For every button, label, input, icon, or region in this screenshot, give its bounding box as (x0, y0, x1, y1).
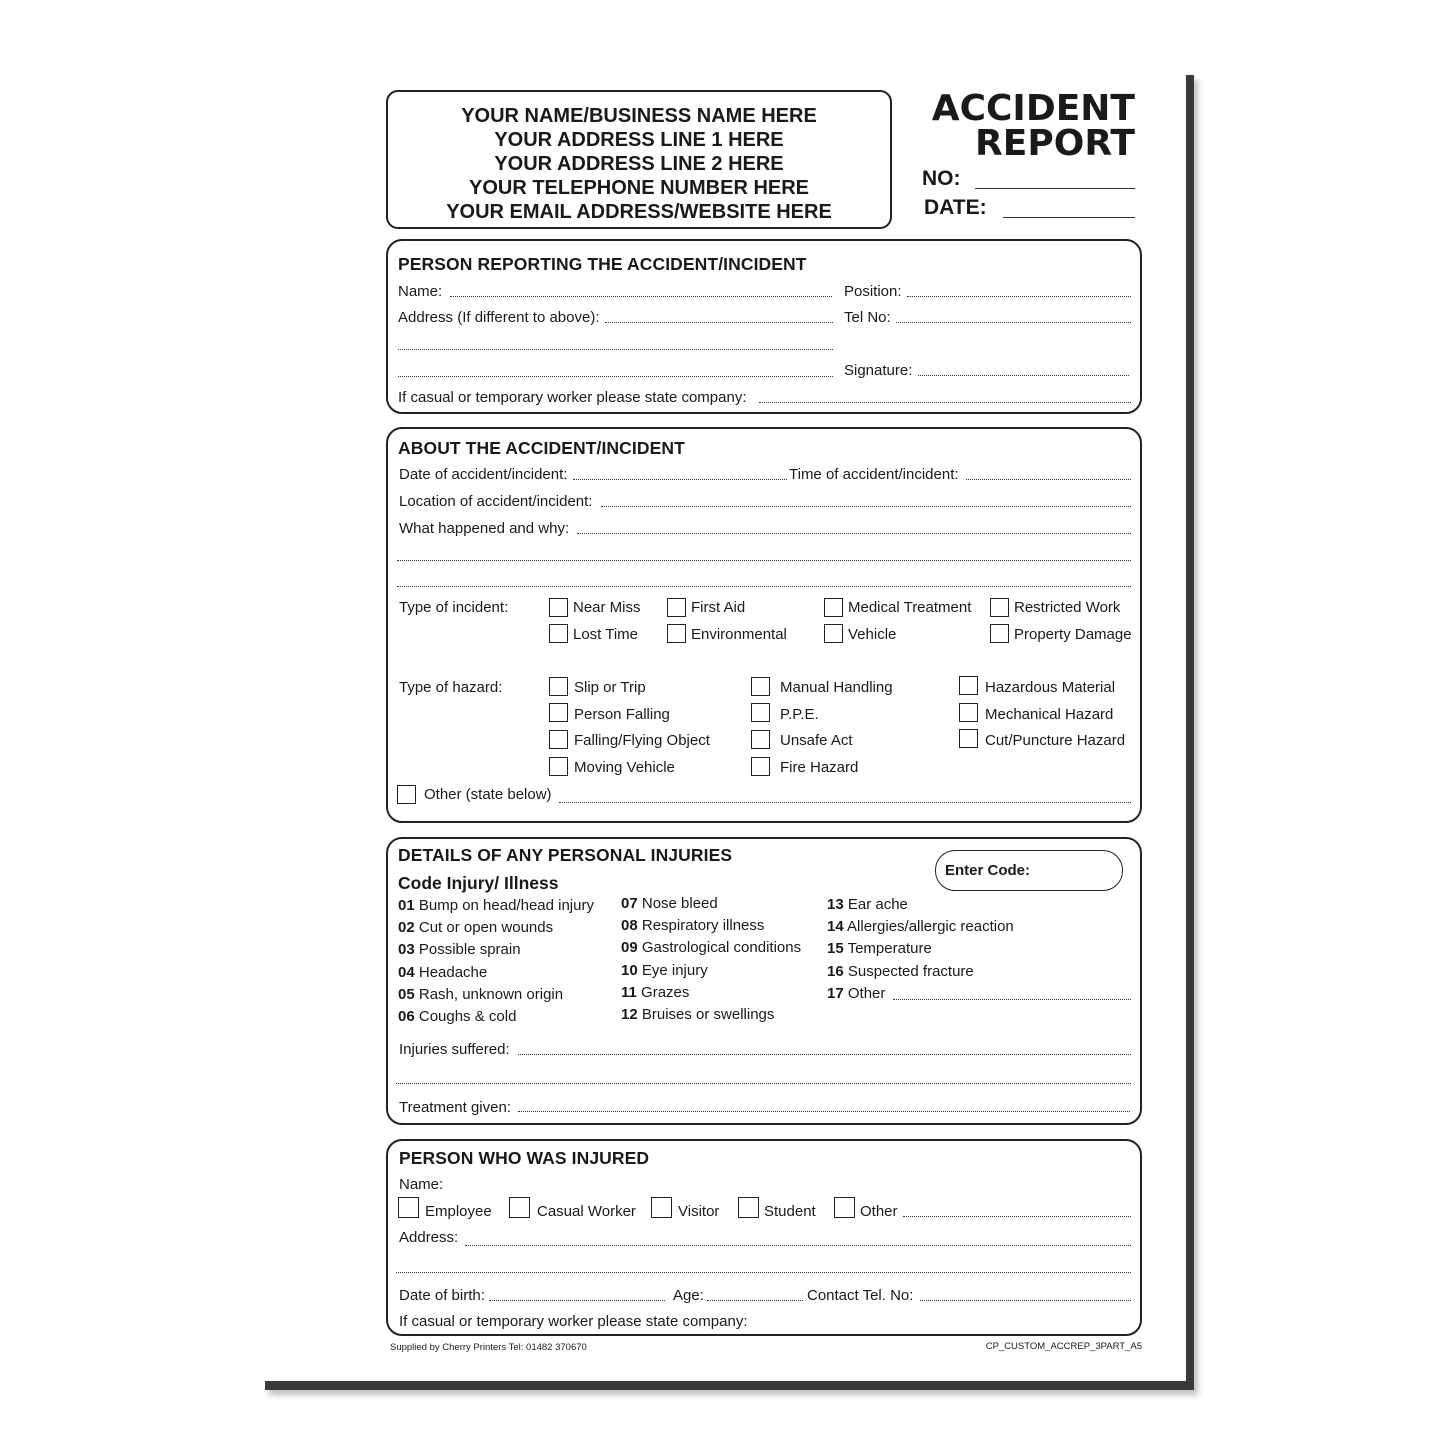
accident-location-field[interactable] (601, 506, 1131, 507)
injury-code-number: 05 (398, 985, 415, 1003)
injury-code-number: 16 (827, 962, 844, 980)
injuries-heading: DETAILS OF ANY PERSONAL INJURIES (398, 845, 733, 865)
hazardous-material-label: Hazardous Material (985, 679, 1116, 696)
cut-puncture-checkbox[interactable] (959, 729, 978, 748)
injury-code-description: Other (843, 984, 886, 1002)
reporter-address-field[interactable] (605, 322, 833, 323)
reporter-address-line-2[interactable] (398, 349, 833, 350)
injury-code-number: 13 (827, 896, 844, 913)
injury-code-item (621, 939, 801, 956)
property-damage-label: Property Damage (1014, 626, 1132, 643)
first-aid-checkbox[interactable] (667, 598, 686, 617)
injury-code-description: Possible sprain (414, 941, 521, 959)
code-injury-heading: Code Injury/ Illness (398, 873, 559, 893)
reporter-tel-label: Tel No: (844, 309, 891, 326)
injured-address-label: Address: (399, 1229, 459, 1246)
supplier-footer: Supplied by Cherry Printers Tel: 01482 370670 (390, 1342, 587, 1353)
reporter-name-field[interactable] (450, 296, 832, 297)
injury-code-number: 03 (398, 941, 415, 959)
injury-code-description: Allergies/allergic reaction (843, 918, 1014, 936)
near-miss-checkbox[interactable] (549, 598, 568, 617)
business-name: YOUR NAME/BUSINESS NAME HERE (461, 105, 817, 127)
injury-code-item (621, 917, 764, 934)
fire-hazard-checkbox[interactable] (751, 757, 770, 776)
treatment-given-field[interactable] (518, 1111, 1130, 1112)
moving-vehicle-label: Moving Vehicle (574, 759, 675, 776)
injury-code-number: 08 (621, 917, 638, 935)
other-hazard-checkbox[interactable] (397, 785, 416, 804)
injury-code-item (827, 940, 932, 957)
fire-hazard-label: Fire Hazard (780, 759, 859, 776)
age-field[interactable] (707, 1300, 803, 1301)
report-date-label: DATE: (924, 196, 987, 219)
falling-object-checkbox[interactable] (549, 730, 568, 749)
injury-code-number: 09 (621, 939, 638, 957)
reporter-casual-field[interactable] (759, 402, 1131, 403)
injury-code-description: Nose bleed (637, 895, 718, 912)
reporter-signature-field[interactable] (918, 375, 1129, 376)
unsafe-act-checkbox[interactable] (751, 730, 770, 749)
title-accident: ACCIDENT (931, 88, 1135, 129)
other-type-field[interactable] (903, 1216, 1131, 1217)
report-no-field[interactable] (975, 188, 1135, 189)
injury-code-item (827, 896, 908, 913)
form-code-footer: CP_CUSTOM_ACCREP_3PART_A5 (985, 1341, 1142, 1352)
report-no-label: NO: (922, 167, 961, 190)
injured-name-label: Name: (399, 1176, 444, 1193)
injury-code-description: Suspected fracture (843, 962, 974, 980)
unsafe-act-label: Unsafe Act (780, 732, 853, 749)
casual-worker-checkbox[interactable] (509, 1197, 530, 1218)
injured-heading: PERSON WHO WAS INJURED (399, 1148, 650, 1168)
injuries-suffered-line-2[interactable] (396, 1083, 1131, 1084)
business-address-1: YOUR ADDRESS LINE 1 HERE (494, 129, 784, 151)
injury-code-description: Coughs & cold (414, 1008, 517, 1025)
enter-code-box[interactable] (935, 850, 1123, 891)
injury-code-number: 06 (398, 1008, 415, 1025)
injured-address-field[interactable] (465, 1245, 1131, 1246)
injury-code-description: Headache (414, 963, 488, 981)
reporter-heading: PERSON REPORTING THE ACCIDENT/INCIDENT (398, 254, 807, 274)
injury-code-item (827, 963, 974, 980)
lost-time-label: Lost Time (573, 626, 639, 643)
injury-code-item (621, 984, 689, 1001)
other-type-checkbox[interactable] (834, 1197, 855, 1218)
business-email: YOUR EMAIL ADDRESS/WEBSITE HERE (446, 201, 832, 223)
injury-code-number: 17 (827, 984, 844, 1002)
contact-field[interactable] (920, 1300, 1131, 1301)
injury-code-item (398, 919, 553, 936)
first-aid-label: First Aid (691, 599, 746, 616)
accident-what-line-3[interactable] (397, 586, 1131, 587)
manual-handling-checkbox[interactable] (751, 677, 770, 696)
age-label: Age: (673, 1287, 704, 1304)
falling-object-label: Falling/Flying Object (574, 732, 710, 749)
near-miss-label: Near Miss (573, 599, 641, 616)
accident-what-field[interactable] (577, 533, 1131, 534)
casual-worker-label: Casual Worker (537, 1203, 636, 1220)
ppe-label: P.P.E. (780, 706, 819, 723)
title-report: REPORT (975, 123, 1135, 164)
environmental-checkbox[interactable] (667, 624, 686, 643)
injured-casual-label: If casual or temporary worker please state company: (399, 1313, 748, 1330)
other-code-field[interactable] (893, 999, 1131, 1000)
environmental-label: Environmental (691, 626, 787, 643)
injury-code-description: Eye injury (637, 961, 708, 979)
employee-label: Employee (425, 1203, 492, 1220)
employee-checkbox[interactable] (398, 1197, 419, 1218)
injury-code-item (621, 962, 708, 979)
reporter-tel-field[interactable] (896, 322, 1131, 323)
injury-code-number: 10 (621, 961, 638, 979)
injury-code-description: Ear ache (843, 896, 908, 913)
moving-vehicle-checkbox[interactable] (549, 757, 568, 776)
accident-time-label: Time of accident/incident: (789, 466, 959, 483)
restricted-work-label: Restricted Work (1014, 599, 1121, 616)
visitor-label: Visitor (678, 1203, 720, 1220)
business-telephone: YOUR TELEPHONE NUMBER HERE (468, 177, 810, 199)
injury-code-item (398, 941, 521, 958)
mechanical-hazard-checkbox[interactable] (959, 703, 978, 722)
injury-code-item (621, 1006, 774, 1023)
mechanical-hazard-label: Mechanical Hazard (985, 706, 1114, 723)
injury-code-number: 01 (398, 897, 415, 914)
other-type-label: Other (860, 1203, 898, 1220)
injury-code-number: 07 (621, 895, 638, 912)
injury-code-item (398, 964, 487, 981)
hazardous-material-checkbox[interactable] (959, 676, 978, 695)
accident-date-label: Date of accident/incident: (399, 466, 568, 483)
person-falling-label: Person Falling (574, 706, 670, 723)
student-checkbox[interactable] (738, 1197, 759, 1218)
accident-heading: ABOUT THE ACCIDENT/INCIDENT (398, 438, 685, 458)
ppe-checkbox[interactable] (751, 703, 770, 722)
injury-code-item (398, 897, 594, 914)
injury-code-description: Rash, unknown origin (414, 985, 564, 1003)
injury-code-item (827, 918, 1014, 935)
injury-code-number: 15 (827, 940, 844, 958)
lost-time-checkbox[interactable] (549, 624, 568, 643)
person-falling-checkbox[interactable] (549, 703, 568, 722)
business-box (386, 90, 892, 229)
injury-code-item (398, 986, 563, 1003)
dob-field[interactable] (489, 1300, 665, 1301)
dob-label: Date of birth: (399, 1287, 485, 1304)
reporter-casual-label: If casual or temporary worker please state company: (398, 389, 747, 406)
restricted-work-checkbox[interactable] (990, 598, 1009, 617)
hazard-type-label: Type of hazard: (399, 679, 503, 696)
business-address-2: YOUR ADDRESS LINE 2 HERE (494, 153, 784, 175)
slip-trip-label: Slip or Trip (574, 679, 646, 696)
injury-code-description: Temperature (843, 940, 932, 958)
slip-trip-checkbox[interactable] (549, 677, 568, 696)
reporter-address-line-3[interactable] (398, 376, 833, 377)
injured-address-line-2[interactable] (396, 1272, 1131, 1273)
injury-code-number: 04 (398, 963, 415, 981)
report-date-field[interactable] (1003, 217, 1135, 218)
reporter-name-label: Name: (398, 283, 443, 300)
injury-code-item (827, 985, 885, 1002)
accident-location-label: Location of accident/incident: (399, 493, 593, 510)
reporter-signature-label: Signature: (844, 362, 913, 379)
cut-puncture-label: Cut/Puncture Hazard (985, 732, 1126, 749)
property-damage-checkbox[interactable] (990, 624, 1009, 643)
reporter-position-label: Position: (844, 283, 902, 300)
injury-code-description: Grazes (636, 983, 690, 1001)
student-label: Student (764, 1203, 816, 1220)
contact-label: Contact Tel. No: (807, 1287, 914, 1304)
incident-type-label: Type of incident: (399, 599, 509, 616)
injury-code-item (398, 1008, 516, 1025)
injury-code-number: 14 (827, 918, 844, 936)
reporter-position-field[interactable] (907, 296, 1131, 297)
injury-code-number: 02 (398, 919, 415, 937)
other-hazard-label: Other (state below) (424, 786, 552, 803)
injury-code-description: Bump on head/head injury (414, 897, 594, 914)
other-hazard-field[interactable] (559, 802, 1131, 803)
reporter-address-label: Address (If different to above): (398, 309, 600, 326)
enter-code-label: Enter Code: (945, 862, 1031, 879)
accident-what-label: What happened and why: (399, 520, 570, 537)
accident-date-field[interactable] (573, 479, 787, 480)
injury-code-description: Gastrological conditions (637, 939, 802, 957)
injury-code-number: 12 (621, 1006, 638, 1023)
injury-code-item (621, 895, 718, 912)
medical-treatment-checkbox[interactable] (824, 598, 843, 617)
injury-code-number: 11 (621, 983, 637, 1001)
injury-code-description: Cut or open wounds (414, 919, 554, 937)
treatment-given-label: Treatment given: (399, 1099, 511, 1116)
medical-treatment-label: Medical Treatment (848, 599, 972, 616)
injuries-suffered-label: Injuries suffered: (399, 1041, 510, 1058)
vehicle-checkbox[interactable] (824, 624, 843, 643)
injury-code-description: Bruises or swellings (637, 1006, 775, 1023)
visitor-checkbox[interactable] (651, 1197, 672, 1218)
vehicle-label: Vehicle (848, 626, 897, 643)
accident-what-line-2[interactable] (397, 560, 1131, 561)
injuries-suffered-field[interactable] (518, 1054, 1131, 1055)
accident-time-field[interactable] (966, 479, 1131, 480)
injury-code-description: Respiratory illness (637, 917, 765, 935)
manual-handling-label: Manual Handling (780, 679, 893, 696)
